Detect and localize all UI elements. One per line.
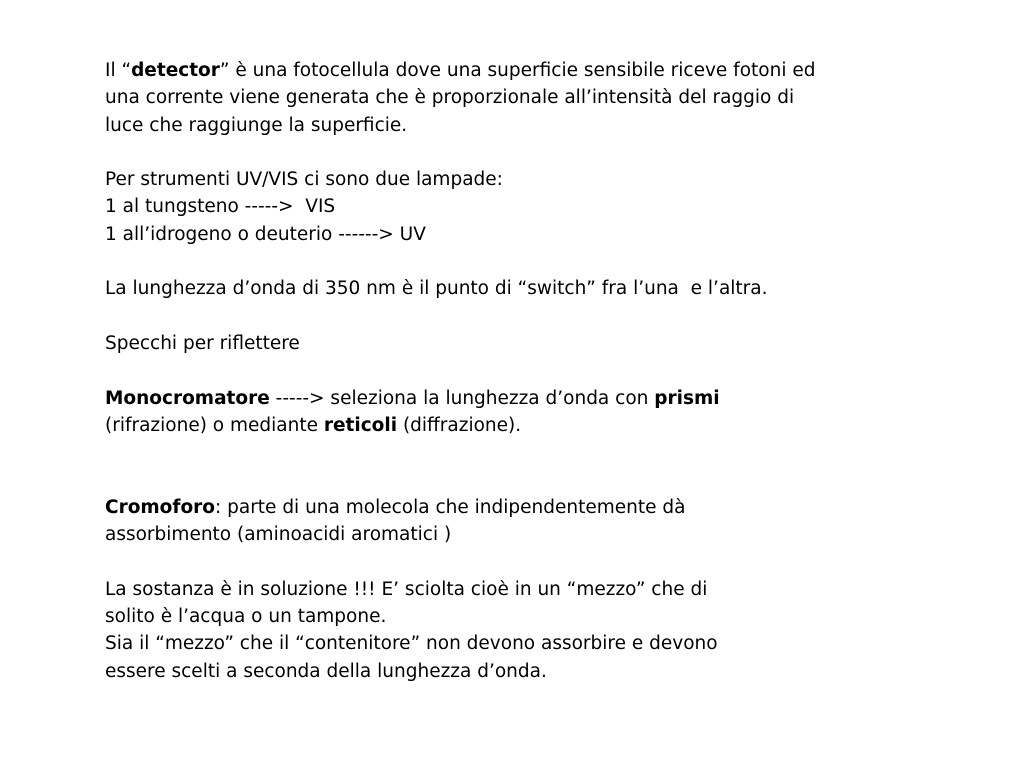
term-prismi: prismi (654, 387, 720, 409)
text: : parte di una molecola che indipendentemente dà (215, 496, 686, 518)
paragraph-solution (105, 576, 965, 685)
paragraph-lamps (105, 166, 965, 248)
paragraph-detector (105, 57, 965, 139)
line: una corrente viene generata che è proporzionale all’intensità del raggio di (105, 87, 795, 109)
term-detector: detector (131, 60, 220, 81)
line: 1 all’idrogeno o deuterio ------> UV (105, 223, 426, 245)
paragraph-monochromator (105, 385, 965, 440)
line (105, 494, 965, 521)
text: -----> seleziona la lunghezza d’onda con (269, 387, 655, 409)
line (105, 385, 965, 412)
term-cromoforo: Cromoforo (105, 496, 215, 518)
text: ” è una fotocellula dove una superficie sensibile riceve fotoni ed (219, 60, 816, 81)
line: Per strumenti UV/VIS ci sono due lampade: (105, 169, 503, 191)
line: La lunghezza d’onda di 350 nm è il punto di “switch” fra l’una e l’altra. (105, 278, 768, 300)
line: essere scelti a seconda della lunghezza d’onda. (105, 660, 547, 682)
line: Sia il “mezzo” che il “contenitore” non devono assorbire e devono (105, 633, 718, 655)
term-reticoli: reticoli (323, 414, 398, 436)
line (105, 57, 965, 84)
line: assorbimento (aminoacidi aromatici ) (105, 524, 452, 546)
paragraph-mirrors (105, 330, 965, 357)
line (105, 412, 965, 439)
text: (rifrazione) o mediante (105, 414, 324, 436)
line: solito è l’acqua o un tampone. (105, 605, 387, 627)
paragraph-chromophore (105, 494, 965, 549)
text: Il “ (105, 60, 132, 81)
paragraph-switch (105, 275, 965, 302)
line: Specchi per riflettere (105, 332, 300, 354)
text: (diffrazione). (397, 414, 522, 436)
line: 1 al tungsteno -----> VIS (105, 196, 336, 218)
slide-text-body (105, 57, 965, 685)
line: luce che raggiunge la superficie. (105, 114, 408, 136)
term-monocromatore: Monocromatore (105, 387, 270, 409)
line: La sostanza è in soluzione !!! E’ sciolta cioè in un “mezzo” che di (105, 578, 708, 600)
